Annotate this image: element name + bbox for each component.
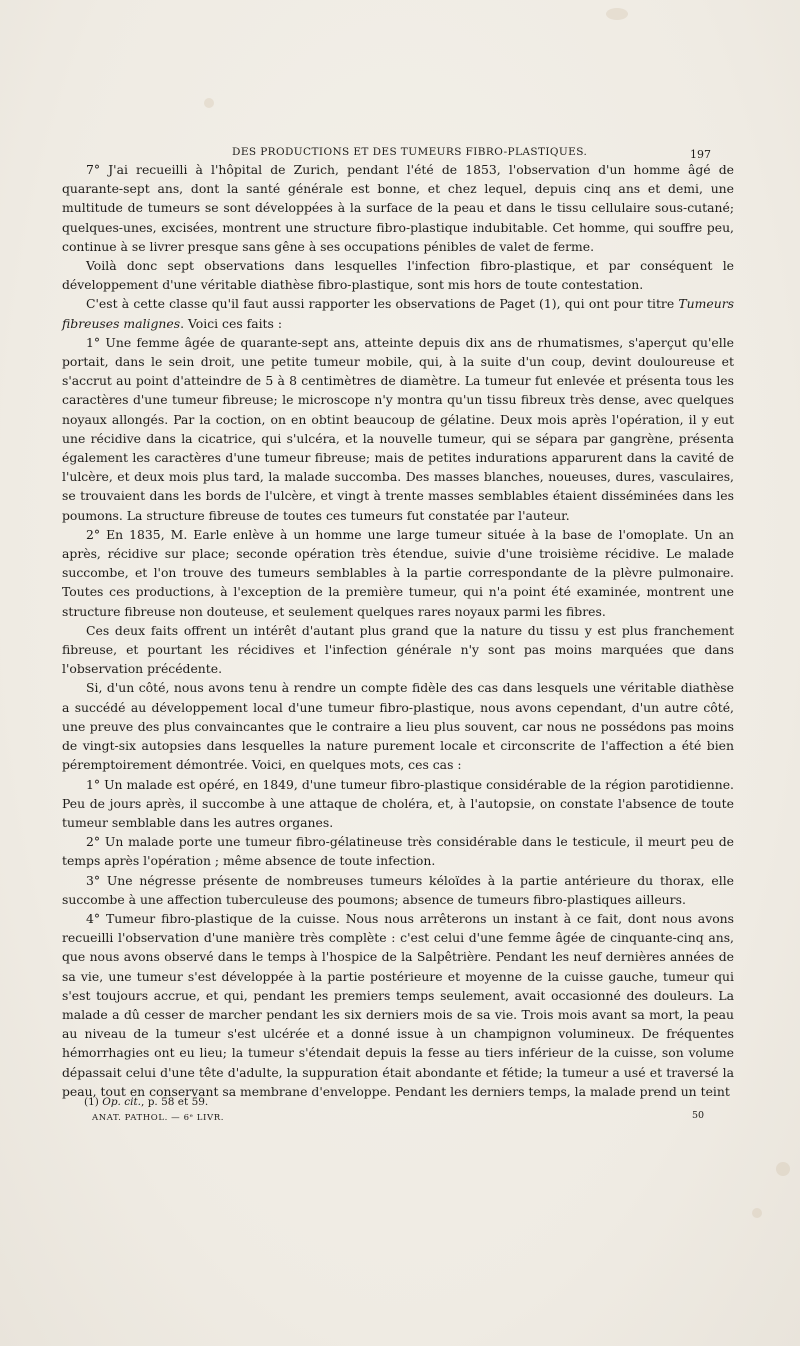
paragraph: 1° Une femme âgée de quarante-sept ans, atteinte depuis dix ans de rhumatismes, s'aperçut qu'elle portait, dans le sein droit, une petite tumeur mobile, qui, à la suite d'un coup, devint douloureuse et s'accrut au point d'atteindre de 5 à 8 centimètres de diamètre. La tumeur fut enlevée et présenta tous les caractères d'une tumeur fibreuse; le microscope n'y montra qu'un tissu fibreux très dense, avec quelques noyaux allongés. Par la coction, on en obtint beaucoup de gélatine. Deux mois après l'opération, il y eut une récidive dans la cicatrice, qui s'ulcéra, et la nouvelle tumeur, qui se sépara par gangrène, présenta également les caractères d'une tumeur fibreuse; mais de petites indurations apparurent dans la cavité de l'ulcère, et deux mois plus tard, la malade succomba. Des masses blanches, noueuses, dures, vasculaires, se trouvaient dans les bords de l'ulcère, et vingt à trente masses semblables étaient disséminées dans les poumons. La structure fibreuse de toutes ces tumeurs fut constatée par l'auteur. [62,334,734,523]
paragraph [62,294,734,332]
paragraph: 2° En 1835, M. Earle enlève à un homme une large tumeur située à la base de l'omoplate. Un an après, récidive sur place; seconde opération très étendue, suivie d'une troisième récidive. Le malade succombe, et l'on trouve des tumeurs semblables à la partie correspondante de la plèvre pulmonaire. Toutes ces productions, à l'exception de la première tumeur, qui n'a point été examinée, montrent une structure fibreuse non douteuse, et seulement quelques rares noyaux parmi les fibres. [62,526,734,619]
italic-title: Tumeurs fibreuses malignes [62,296,734,331]
paper-stain [776,1162,790,1176]
paper-stain [606,8,628,20]
paragraph: Voilà donc sept observations dans lesquelles l'infection fibro-plastique, et par conséquent le développement d'une véritable diathèse fibro-plastique, sont mis hors de toute contestation. [62,258,734,293]
footnote-citation: Op. cit. [102,1096,142,1108]
footnote-pages: , p. 58 et 59. [141,1096,209,1108]
paragraph: 3° Une négresse présente de nombreuses tumeurs kéloïdes à la partie antérieure du thorax, elle succombe à une affection tuberculeuse des poumons; absence de tumeurs fibro-plastiques ailleurs. [62,872,734,907]
paragraph-text: C'est à cette classe qu'il faut aussi rapporter les observations de Paget (1), qui ont pour titre [86,296,679,312]
paragraph: Ces deux faits offrent un intérêt d'autant plus grand que la nature du tissu y est plus franchement fibreuse, et pourtant les récidives et l'infection générale n'y sont pas moins marquées que dans l'observation précédente. [62,622,734,677]
paragraph-text: . Voici ces faits : [180,315,283,331]
paragraph: 4° Tumeur fibro-plastique de la cuisse. Nous nous arrêterons un instant à ce fait, dont nous avons recueilli l'observation d'une manière très complète : c'est celui d'une femme âgée de cinquante-cinq ans, que nous avons observé dans le temps à l'hospice de la Salpêtrière. Pendant les neuf dernières années de sa vie, une tumeur s'est développée à la partie postérieure et moyenne de la cuisse gauche, tumeur qui s'est toujours accrue, et qui, pendant les premiers temps seulement, avait occasionné des douleurs. La malade a dû cesser de marcher pendant les six derniers mois de sa vie. Trois mois avant sa mort, la peau au niveau de la tumeur s'est ulcérée et a donné issue à un champignon volumineux. De fréquentes hémorrhagies ont eu lieu; la tumeur s'étendait depuis la fesse au tiers inférieur de la cuisse, son volume dépassait celui d'une tête d'adulte, la suppuration était abondante et fétide; la tumeur a usé et traversé la peau, tout en conservant sa membrane d'enveloppe. Pendant les derniers temps, la malade prend un teint [62,910,734,1099]
paragraph: Si, d'un côté, nous avons tenu à rendre un compte fidèle des cas dans lesquels une véritable diathèse a succédé au développement local d'une tumeur fibro-plastique, nous avons cependant, d'un autre côté, une preuve des plus convaincantes que le contraire a lieu plus souvent, car nous ne possédons pas moins de vingt-six autopsies dans lesquelles la nature purement locale et circonscrite de l'affection a été bien péremptoirement démontrée. Voici, en quelques mots, ces cas : [62,680,734,773]
paragraph: 1° Un malade est opéré, en 1849, d'une tumeur fibro-plastique considérable de la région parotidienne. Peu de jours après, il succombe à une attaque de choléra, et, à l'autopsie, on constate l'absence de toute tumeur semblable dans les autres organes. [62,776,734,830]
paragraph: 2° Un malade porte une tumeur fibro-gélatineuse très considérable dans le testicule, il meurt peu de temps après l'opération ; même absence de toute infection. [62,834,734,869]
paragraph: 7° J'ai recueilli à l'hôpital de Zurich, pendant l'été de 1853, l'observation d'un homme âgé de quarante-sept ans, dont la santé générale est bonne, et chez lequel, depuis cinq ans et demi, une multitude de tumeurs se sont développées à la surface de la peau et dans le tissu cellulaire sous-cutané; quelques-unes, excisées, montrent une structure fibro-plastique indubitable. Cet homme, qui souffre peu, continue à se livrer presque sans gêne à ses occupations pénibles de valet de ferme. [62,162,734,254]
page-number: 197 [690,148,711,161]
running-title: DES PRODUCTIONS ET DES TUMEURS FIBRO-PLASTIQUES. [232,146,588,158]
paper-stain [204,98,214,108]
footnote-marker: (1) [84,1096,103,1108]
footnote [84,1096,208,1108]
sheet-number: 50 [692,1110,705,1121]
body-text [62,160,734,1101]
printer-signature: ANAT. PATHOL. — 6ᵉ LIVR. [92,1113,225,1123]
paper-stain [752,1208,762,1218]
